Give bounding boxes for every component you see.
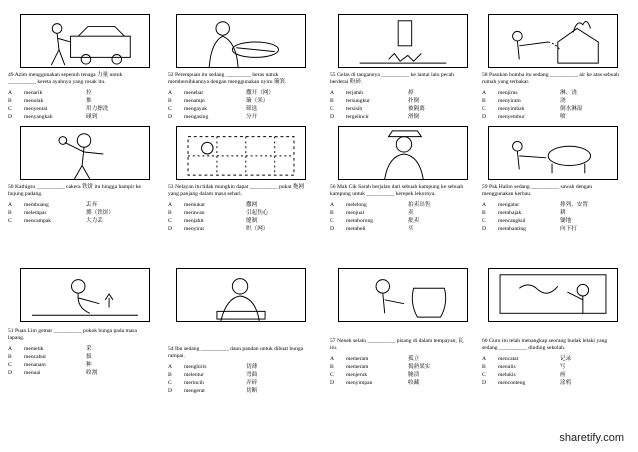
question-text: 60 Guru itu telah menangkap seorang budak lelaki yang sedang __________ dinding sekolah. — [482, 338, 608, 351]
option-a[interactable]: A menebar 撒开（网） — [168, 89, 274, 96]
question-text: 54 Ibu sedang __________ daun pandan untuk dibuat bunga rampai. — [168, 346, 304, 359]
picture-q52 — [176, 14, 306, 68]
question-53 — [168, 184, 308, 233]
question-text: 55 Gelas di tangannya __________ ke lantai lalu pecah berderai 粉碎. — [330, 72, 454, 85]
question-text: 52 Perempuan itu sedang _________ beras untuk membersihkannya dengan menggunakan nyiru 簸箕. — [168, 72, 287, 85]
option-c[interactable]: C menyimbah 倒水淋湿 — [482, 105, 583, 112]
option-b[interactable]: B merawan 引起伤心 — [168, 209, 269, 216]
question-59 — [482, 184, 622, 233]
option-d[interactable]: D menyangkah 碰到 — [8, 113, 98, 120]
question-57 — [330, 338, 470, 387]
option-d[interactable]: D membeli 买 — [330, 225, 414, 232]
picture-q49 — [20, 14, 150, 68]
option-d[interactable]: D tergelincir 滑倒 — [330, 113, 420, 120]
option-d[interactable]: D mengasing 分开 — [168, 113, 258, 120]
picture-q58 — [488, 14, 618, 68]
option-d[interactable]: D membanting 向下打 — [482, 225, 577, 232]
question-52 — [168, 72, 308, 121]
picture-q57 — [338, 268, 468, 322]
option-a[interactable]: A memetik 采 — [8, 345, 92, 352]
picture-q56 — [338, 126, 468, 180]
question-60 — [482, 338, 622, 387]
question-55 — [330, 72, 470, 121]
question-54 — [168, 346, 308, 395]
brand-watermark: sharetify.com — [559, 432, 624, 444]
option-a[interactable]: A menghiris 切薄 — [168, 363, 258, 370]
option-d[interactable]: D menyimpan 收藏 — [330, 379, 420, 386]
picture-q53 — [176, 126, 306, 180]
option-d[interactable]: D mengerat 切断 — [168, 387, 258, 394]
question-58 — [482, 72, 622, 121]
question-50 — [8, 184, 148, 225]
question-text: 57 Nenek selalu __________ pisang di dalam tempayan, 瓦 itu. — [330, 338, 464, 351]
option-b[interactable]: B melempar 掷（铁饼） — [8, 209, 114, 216]
option-b[interactable]: B memeram 捣熟果实 — [330, 363, 431, 370]
picture-q59 — [488, 126, 618, 180]
option-b[interactable]: B mencabut 拔 — [8, 353, 92, 360]
option-c[interactable]: C memborong 批卖 — [330, 217, 420, 224]
option-d[interactable]: D menconteng 涂鸦 — [482, 379, 572, 386]
question-text: 49 Azim menggunakan sepenuh tenaga 力量 untuk __________ kereta ayahnya yang rosak itu. — [8, 72, 123, 85]
option-d[interactable]: D menyembur 喷 — [482, 113, 566, 120]
option-a[interactable]: A memukat 撒网 — [168, 201, 258, 208]
picture-q50 — [20, 126, 150, 180]
option-b[interactable]: B melentur 弯曲 — [168, 371, 258, 378]
question-51 — [8, 328, 148, 377]
option-d[interactable]: D menyirat 织（网） — [168, 225, 269, 232]
option-b[interactable]: B membajak 耕 — [482, 209, 566, 216]
option-c[interactable]: C menjahit 缝制 — [168, 217, 258, 224]
question-text: 59 Pak Halim sedang __________ sawah dengan menggunakan kerbau. — [482, 184, 592, 197]
option-b[interactable]: B menolak 推 — [8, 97, 92, 104]
question-text: 51 Puan Lim gemar __________ pokok bunga pada masa lapang. — [8, 328, 137, 341]
option-c[interactable]: C merincih 弄碎 — [168, 379, 258, 386]
option-b[interactable]: B menyiram 浇 — [482, 97, 566, 104]
option-d[interactable]: D menuai 收割 — [8, 369, 98, 376]
option-a[interactable]: A memeram 孤立 — [330, 355, 420, 362]
picture-q51 — [20, 268, 150, 322]
question-text: 53 Nelayan itu tidak mungkin dapat __________ pukat 拖网 yang panjang dalam masa sehari. — [168, 184, 305, 197]
option-c[interactable]: C mencangkul 锄地 — [482, 217, 572, 224]
option-a[interactable]: A menarik 拉 — [8, 89, 92, 96]
option-c[interactable]: C menyental 用力擦洗 — [8, 105, 109, 112]
option-a[interactable]: A mencatat 记录 — [482, 355, 572, 362]
option-b[interactable]: B tersungkur 扑倒 — [330, 97, 420, 104]
question-text: 58 Pasukan bomba itu sedang __________ air ke atas sebuah rumah yang terbakar. — [482, 72, 619, 85]
option-c[interactable]: C mencampak 大力丢 — [8, 217, 103, 224]
option-c[interactable]: C melukis 画 — [482, 371, 566, 378]
picture-q55 — [338, 14, 468, 68]
option-b[interactable]: B menulis 写 — [482, 363, 566, 370]
option-a[interactable]: A membuang 丢弃 — [8, 201, 98, 208]
option-a[interactable]: A melelong 拍卖出售 — [330, 201, 431, 208]
option-c[interactable]: C menjeruk 腌渍 — [330, 371, 420, 378]
option-c[interactable]: C menanam 种 — [8, 361, 92, 368]
question-text: 50 Kathigsu __________ cakera 铁饼 itu hingga hampir ke hujung padang. — [8, 184, 141, 197]
option-c[interactable]: C mengayak 筛选 — [168, 105, 258, 112]
option-b[interactable]: B menjual 卖 — [330, 209, 414, 216]
option-b[interactable]: B menampi 簸（米） — [168, 97, 269, 104]
picture-q60 — [488, 268, 618, 322]
option-a[interactable]: A menjirus 淋、浇 — [482, 89, 577, 96]
question-text: 56 Mak Cik Sarah berjalan dari sebuah kampung ke sebuah kampung untuk __________ kerepek lekornya. — [330, 184, 464, 197]
option-a[interactable]: A terjatuh 掉 — [330, 89, 414, 96]
question-56 — [330, 184, 470, 233]
picture-q54 — [176, 268, 306, 322]
option-c[interactable]: C tersisih 被隔离 — [330, 105, 425, 112]
question-49 — [8, 72, 148, 121]
option-a[interactable]: A mengatur 排列、安置 — [482, 201, 588, 208]
